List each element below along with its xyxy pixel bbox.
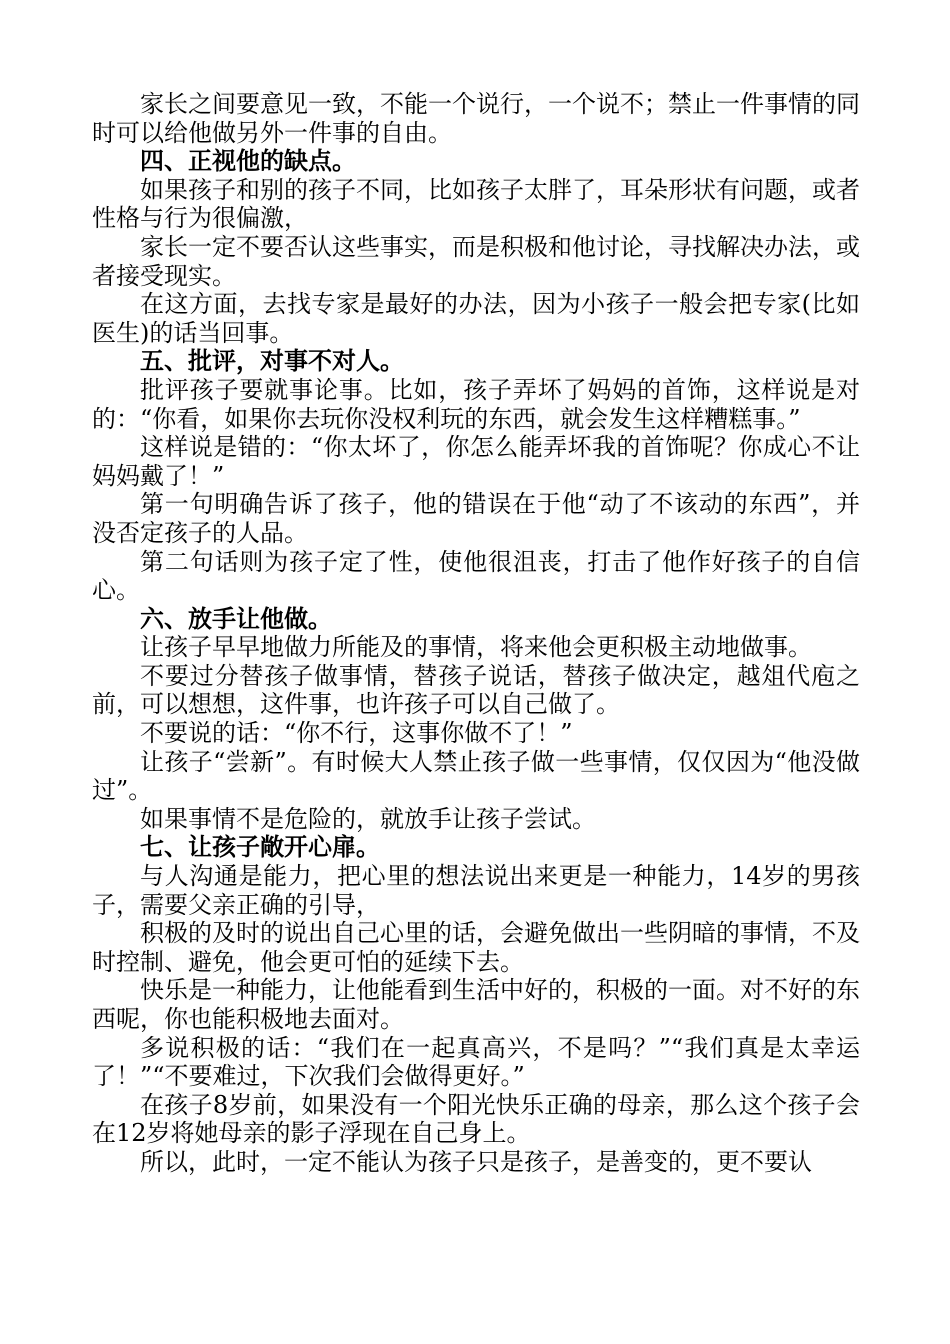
document-page: [92, 90, 860, 1177]
paragraph: 所以，此时，一定不能认为孩子只是孩子，是善变的，更不要认: [140, 1147, 812, 1176]
paragraph: 与人沟通是能力，把心里的想法说出来更是一种能力，14岁的男孩子，需要父亲正确的引导，: [92, 862, 860, 919]
paragraph: 在孩子8岁前，如果没有一个阳光快乐正确的母亲，那么这个孩子会在12岁将她母亲的影子浮现在自己身上。: [92, 1090, 860, 1148]
paragraph: 不要过分替孩子做事情，替孩子说话，替孩子做决定，越俎代庖之前，可以想想，这件事，也许孩子可以自己做了。: [92, 661, 860, 719]
paragraph: 批评孩子要就事论事。比如，孩子弄坏了妈妈的首饰，这样说是对的：“你看，如果你去玩你没权利玩的东西，就会发生这样糟糕事。”: [92, 375, 860, 433]
paragraph: 让孩子早早地做力所能及的事情，将来他会更积极主动地做事。: [140, 633, 812, 662]
paragraph: 第二句话则为孩子定了性，使他很沮丧，打击了他作好孩子的自信心。: [92, 547, 860, 605]
paragraph: 快乐是一种能力，让他能看到生活中好的，积极的一面。对不好的东西呢，你也能积极地去面对。: [92, 976, 860, 1033]
paragraph: 如果孩子和别的孩子不同，比如孩子太胖了，耳朵形状有问题，或者性格与行为很偏激，: [92, 175, 860, 233]
paragraph: 在这方面，去找专家是最好的办法，因为小孩子一般会把专家(比如医生)的话当回事。: [92, 290, 860, 347]
paragraph: 这样说是错的：“你太坏了，你怎么能弄坏我的首饰呢？你成心不让妈妈戴了！”: [92, 433, 860, 490]
paragraph: 第一句明确告诉了孩子，他的错误在于他“动了不该动的东西”，并没否定孩子的人品。: [92, 490, 860, 547]
paragraph: 家长一定不要否认这些事实，而是积极和他讨论，寻找解决办法，或者接受现实。: [92, 232, 860, 290]
paragraph: 让孩子“尝新”。有时候大人禁止孩子做一些事情，仅仅因为“他没做过”。: [92, 747, 860, 805]
section-heading: 六、放手让他做。: [140, 603, 332, 633]
paragraph: 家长之间要意见一致，不能一个说行，一个说不；禁止一件事情的同时可以给他做另外一件事的自由。: [92, 90, 860, 147]
paragraph: 不要说的话：“你不行，这事你做不了！”: [140, 719, 573, 748]
paragraph: 如果事情不是危险的，就放手让孩子尝试。: [140, 804, 596, 833]
section-heading: 五、批评，对事不对人。: [140, 346, 404, 376]
paragraph: 多说积极的话：“我们在一起真高兴，不是吗？”“我们真是太幸运了！”“不要难过，下次我们会做得更好。”: [92, 1033, 860, 1091]
paragraph: 积极的及时的说出自己心里的话，会避免做出一些阴暗的事情，不及时控制、避免，他会更可怕的延续下去。: [92, 919, 860, 976]
section-heading: 七、让孩子敞开心扉。: [140, 832, 380, 862]
section-heading: 四、正视他的缺点。: [140, 146, 356, 176]
